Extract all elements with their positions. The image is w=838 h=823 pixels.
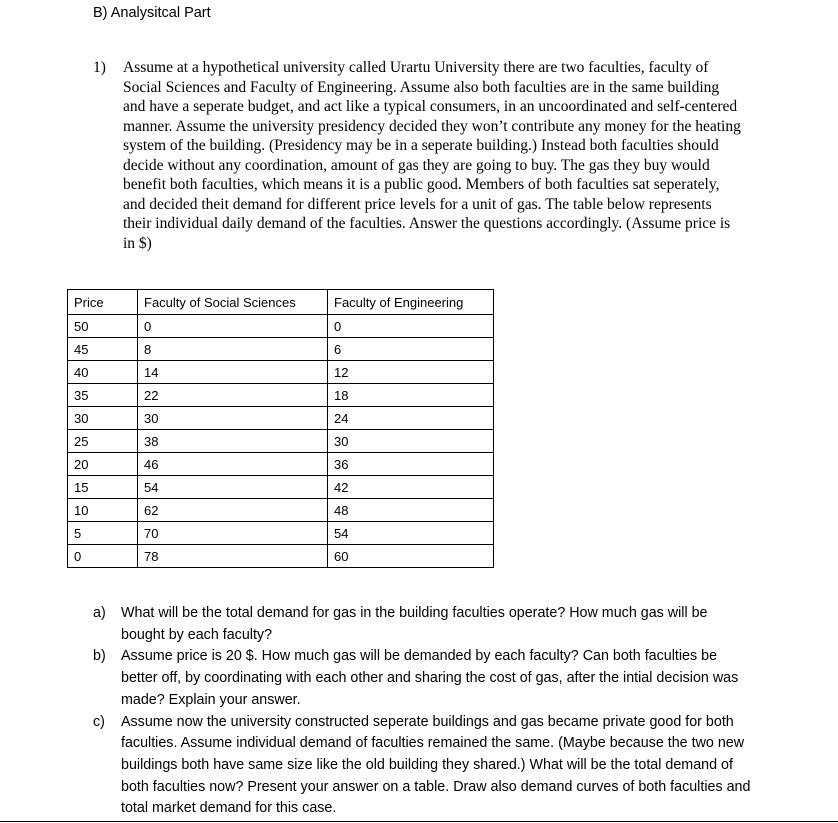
cell-engineering: 12 <box>328 361 494 384</box>
cell-price: 30 <box>68 407 138 430</box>
cell-engineering: 42 <box>328 476 494 499</box>
subquestions-list <box>93 603 753 820</box>
table-row <box>68 522 494 545</box>
demand-table <box>67 289 494 568</box>
cell-engineering: 60 <box>328 545 494 568</box>
cell-engineering: 0 <box>328 315 494 338</box>
cell-social-sciences: 54 <box>138 476 328 499</box>
cell-social-sciences: 70 <box>138 522 328 545</box>
question-number: 1) <box>93 59 106 76</box>
header-engineering: Faculty of Engineering <box>328 290 494 315</box>
subquestion-b <box>93 646 753 711</box>
subquestion-letter: c) <box>93 713 105 730</box>
cell-price: 35 <box>68 384 138 407</box>
cell-engineering: 30 <box>328 430 494 453</box>
table-row <box>68 384 494 407</box>
subquestion-text: What will be the total demand for gas in the building faculties operate? How much gas will be bought by each faculty? <box>121 605 708 643</box>
section-title: B) Analysitcal Part <box>93 5 211 21</box>
cell-price: 10 <box>68 499 138 522</box>
header-price: Price <box>68 290 138 315</box>
table-row <box>68 499 494 522</box>
subquestion-text: Assume price is 20 $. How much gas will be demanded by each faculty? Can both faculties be better off, by coordinating with each other and sharing the cost of gas, after the intial decision was made? Explain your answer. <box>121 648 739 708</box>
cell-price: 20 <box>68 453 138 476</box>
cell-engineering: 24 <box>328 407 494 430</box>
cell-price: 5 <box>68 522 138 545</box>
cell-social-sciences: 38 <box>138 430 328 453</box>
cell-engineering: 18 <box>328 384 494 407</box>
cell-social-sciences: 0 <box>138 315 328 338</box>
cell-social-sciences: 14 <box>138 361 328 384</box>
table-row <box>68 361 494 384</box>
subquestion-letter: a) <box>93 605 106 621</box>
header-social-sciences: Faculty of Social Sciences <box>138 290 328 315</box>
cell-price: 15 <box>68 476 138 499</box>
cell-social-sciences: 62 <box>138 499 328 522</box>
question-text: Assume at a hypothetical university called Urartu University there are two faculties, faculty of Social Sciences and Faculty of Engineering. Assume also both faculties are in the same building and have a seperate budget, and act like a typical consumers, in an uncoordinated and self-centered manner. Assume the university presidency decided they won’t contribute any money for the heating system of the building. (Presidency may be in a seperate building.) Instead both faculties should decide without any coordination, amount of gas they are going to buy. The gas they buy would benefit both faculties, which means it is a public good. Members of both faculties sat seperately, and decided theit demand for different price levels for a unit of gas. The table below represents their individual daily demand of the faculties. Answer the questions accordingly. (Assume price is in $) <box>123 59 741 252</box>
subquestion-a <box>93 603 753 646</box>
cell-social-sciences: 30 <box>138 407 328 430</box>
cell-engineering: 6 <box>328 338 494 361</box>
table-row <box>68 476 494 499</box>
cell-social-sciences: 8 <box>138 338 328 361</box>
cell-engineering: 36 <box>328 453 494 476</box>
cell-price: 40 <box>68 361 138 384</box>
table-row <box>68 315 494 338</box>
page-bottom-divider <box>0 821 838 822</box>
subquestion-c <box>93 712 753 821</box>
table-row <box>68 545 494 568</box>
table-row <box>68 407 494 430</box>
cell-price: 25 <box>68 430 138 453</box>
table-row <box>68 453 494 476</box>
table-row <box>68 430 494 453</box>
cell-engineering: 54 <box>328 522 494 545</box>
cell-engineering: 48 <box>328 499 494 522</box>
subquestion-letter: b) <box>93 648 106 665</box>
cell-price: 45 <box>68 338 138 361</box>
cell-price: 0 <box>68 545 138 568</box>
cell-social-sciences: 22 <box>138 384 328 407</box>
subquestion-text: Assume now the university constructed seperate buildings and gas became private good for both faculties. Assume individual demand of faculties remained the same. (Maybe because the two new buildings both have same size like the old building they shared.) What will be the total demand of both faculties now? Present your answer on a table. Draw also demand curves of both faculties and total market demand for this case. <box>121 713 751 817</box>
cell-price: 50 <box>68 315 138 338</box>
table-header-row <box>68 290 494 315</box>
cell-social-sciences: 46 <box>138 453 328 476</box>
table-row <box>68 338 494 361</box>
cell-social-sciences: 78 <box>138 545 328 568</box>
